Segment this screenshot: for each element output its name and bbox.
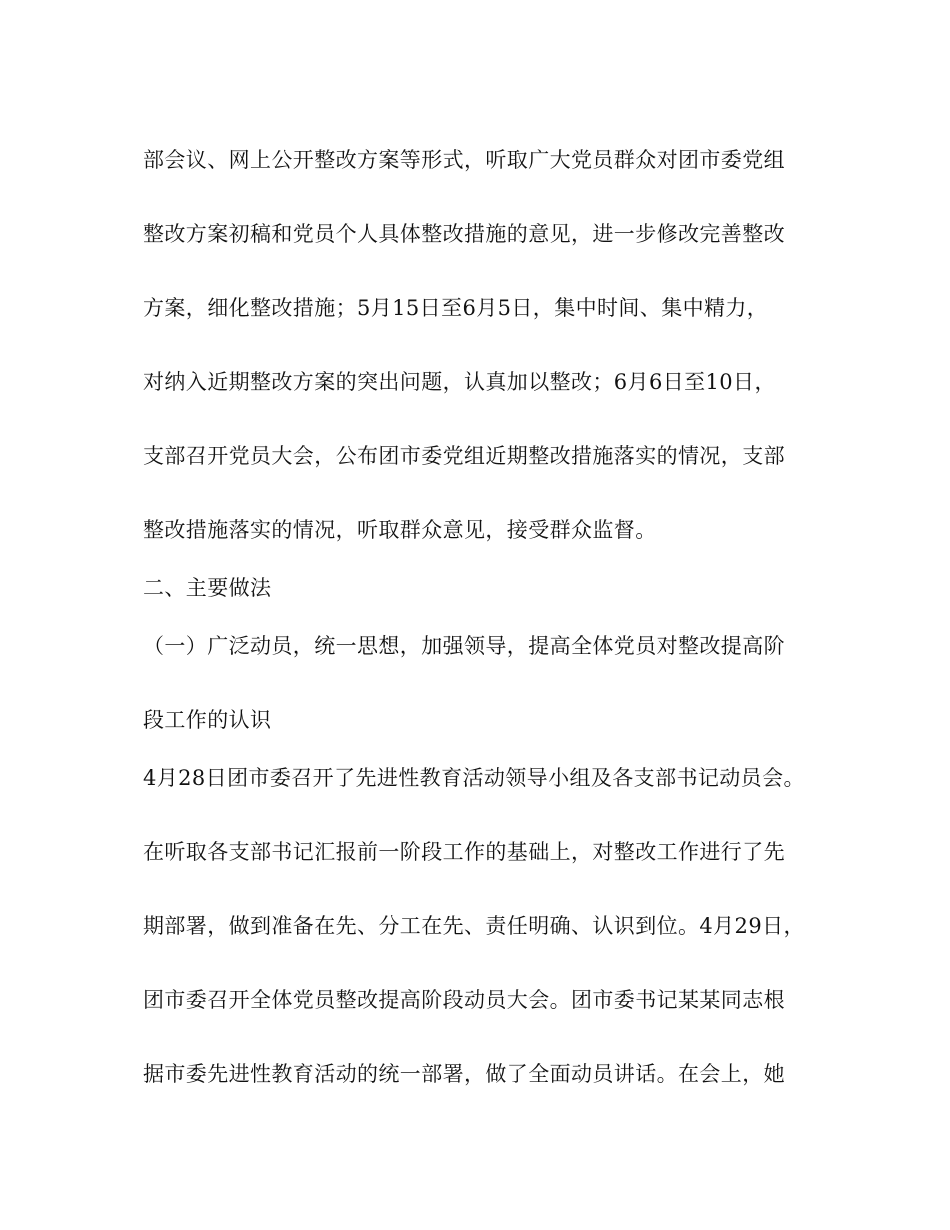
body-text-line: 支部召开党员大会，公布团市委党组近期整改措施落实的情况，支部 [143,444,785,468]
body-text-line: 方案，细化整改措施；5月15日至6月5日，集中时间、集中精力， [143,296,769,320]
subsection-heading: （一）广泛动员，统一思想，加强领导，提高全体党员对整改提高阶 [143,634,785,658]
body-text-line: 整改措施落实的情况，听取群众意见，接受群众监督。 [143,518,657,542]
body-text-line: 在听取各支部书记汇报前一阶段工作的基础上，对整改工作进行了先 [143,840,785,864]
section-heading: 二、主要做法 [143,576,272,600]
body-text-line: 整改方案初稿和党员个人具体整改措施的意见，进一步修改完善整改 [143,222,785,246]
subsection-heading-continued: 段工作的认识 [143,708,272,732]
body-text-line: 4月28日团市委召开了先进性教育活动领导小组及各支部书记动员会。 [143,766,805,790]
body-text-line: 对纳入近期整改方案的突出问题，认真加以整改；6月6日至10日， [143,370,776,394]
body-text-line: 据市委先进性教育活动的统一部署，做了全面动员讲话。在会上，她 [143,1062,785,1086]
body-text-line: 团市委召开全体党员整改提高阶段动员大会。团市委书记某某同志根 [143,988,785,1012]
body-text-line: 部会议、网上公开整改方案等形式，听取广大党员群众对团市委党组 [143,148,785,172]
body-text-line: 期部署，做到准备在先、分工在先、责任明确、认识到位。4月29日， [143,914,805,938]
